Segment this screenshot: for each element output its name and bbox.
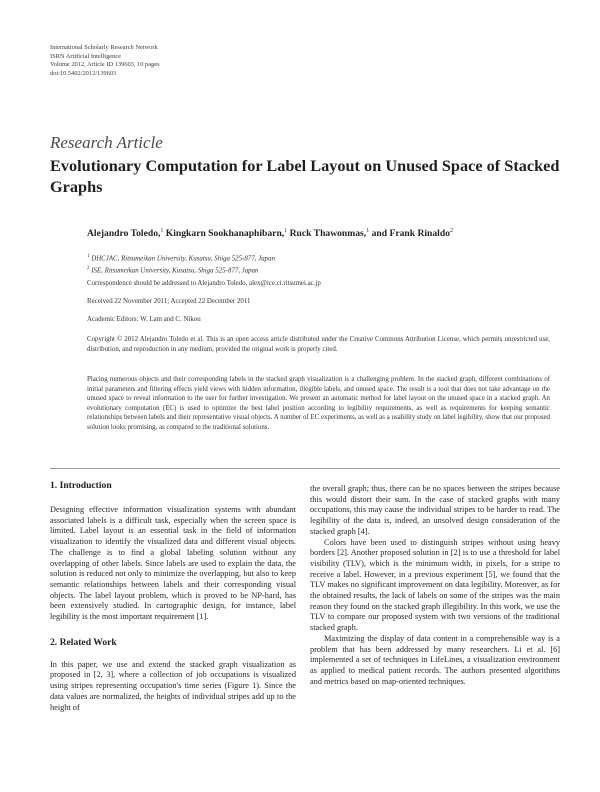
affiliation-mark: 2 xyxy=(87,266,90,272)
author-name: Alejandro Toledo, xyxy=(87,228,161,240)
section-heading-related-work: 2. Related Work xyxy=(50,636,117,648)
received-dates: Received 22 November 2011; Accepted 22 December 2011 xyxy=(87,298,251,305)
correspondence: Correspondence should be addressed to Alejandro Toledo, alex@ice.ci.ritsumei.ac.jp xyxy=(87,280,321,287)
journal-volume: Volume 2012, Article ID 139603, 10 pages xyxy=(50,61,160,69)
author-affil-mark: 1 xyxy=(366,228,370,234)
academic-editors: Academic Editors: W. Lam and C. Nikou xyxy=(87,316,201,323)
related-work-paragraph: In this paper, we use and extend the stacked graph visualization as proposed in [2, 3], where a collection of job occupations is visualized using stripes representing occupation's time series (Figure 1). Since the data values are normalized, the heights of individual stripes add up to the height of xyxy=(50,659,296,712)
body-paragraph: the overall graph; thus, there can be no spaces between the stripes because this would distort their sum. In the case of stacked graphs with many occupations, this may cause the individual stripes to be harder to read. The legibility of the data is, indeed, an unsolved design consideration of the stacked graph [4]. xyxy=(310,484,560,536)
journal-doi: doi:10.5402/2012/139603 xyxy=(50,69,117,77)
abstract: Placing numerous objects and their corresponding labels in the stacked graph visualization is a challenging problem. In the stacked graph, different combinations of initial parameters and filtering effects yield views with hidden information, illegible labels, and unused space. The result is a tool that does not take advantage on the unused space to reveal information to the user for further investigation. We present an automatic method for label layout on the unused space in a stacked graph. An evolutionary computation (EC) is used to optimize the best label position according to legibility requirements, as well as requirements for keeping semantic relationships between labels and their representative visual objects. A number of EC experiments, as well as a usability study on label legibility, show that our proposed solution looks promising, as compared to the traditional solutions. xyxy=(87,376,550,431)
affiliations xyxy=(87,252,275,277)
author-list xyxy=(87,228,453,239)
paper-title: Evolutionary Computation for Label Layout on Unused Space of Stacked Graphs xyxy=(50,156,560,196)
author-affil-mark: 1 xyxy=(160,228,164,234)
section-heading-introduction: 1. Introduction xyxy=(50,480,112,491)
introduction-paragraph: Designing effective information visualization systems with abundant associated labels is a difficult task, especially when the screen space is limited. Label layout is an essential task in the field of information visualization to identify the visualized data and different visual objects. The challenge is to find a global labeling solution without any overlapping of other labels. Since labels are used to explain the data, the solution is reduced not only to minimize the overlapping, but also to keep semantic relationships between labels and their corresponding visual objects. The label layout problem, which is proved to be NP-hard, has been extensively studied. In cartographic design, for instance, label legibility is the most important requirement [1]. xyxy=(50,505,296,622)
article-type: Research Article xyxy=(50,133,163,152)
author-name: Kingkarn Sookhanaphibarn, xyxy=(165,228,285,240)
affiliation xyxy=(87,252,275,264)
body-paragraph: Maximizing the display of data content in a comprehensible way is a problem that has been addressed by many researchers. Li et al. [6] implemented a set of techniques in LifeLines, a visualization environment as applied to medical patient records. The authors presented algorithms and metrics based on map-oriented techniques. xyxy=(310,633,560,686)
journal-title: ISRN Artificial Intelligence xyxy=(50,52,121,60)
author-name: and Frank Rinaldo xyxy=(371,228,450,240)
section-divider xyxy=(50,468,560,469)
right-column xyxy=(310,484,560,687)
author-name: Ruck Thawonmas, xyxy=(289,228,367,240)
affiliation-text: ISE, Ritsumeikan University, Kusatsu, Shiga 525-877, Japan xyxy=(91,267,259,275)
affiliation xyxy=(87,264,275,276)
body-paragraph: Colors have been used to distinguish stripes without using heavy borders [2]. Another proposed solution in [2] is to use a threshold for label visibility (TLV), which is the minimum width, in pixels, for a stripe to receive a label. However, in a previous experiment [5], we found that the TLV makes no significant improvement on data legibility. Moreover, as for the obtained results, the lack of labels on some of the stripes was the main reason they found on the stacked graph illegibility. In this work, we use the TLV to compare our proposed system with two versions of the traditional stacked graph. xyxy=(310,537,560,633)
journal-header xyxy=(50,44,160,78)
left-column xyxy=(50,480,296,713)
journal-network: International Scholarly Research Network xyxy=(50,44,158,51)
affiliation-text: DHCJAC, Ritsumeikan University, Kusatsu, Shiga 525-877, Japan xyxy=(91,255,275,263)
copyright-notice: Copyright © 2012 Alejandro Toledo et al. This is an open access article distributed under the Creative Commons Attribution License, which permits unrestricted use, distribution, and reproduction in any medium, provided the original work is properly cited. xyxy=(87,336,550,354)
author-affil-mark: 2 xyxy=(450,228,453,234)
affiliation-mark: 1 xyxy=(87,254,90,259)
author-affil-mark: 1 xyxy=(284,228,288,234)
